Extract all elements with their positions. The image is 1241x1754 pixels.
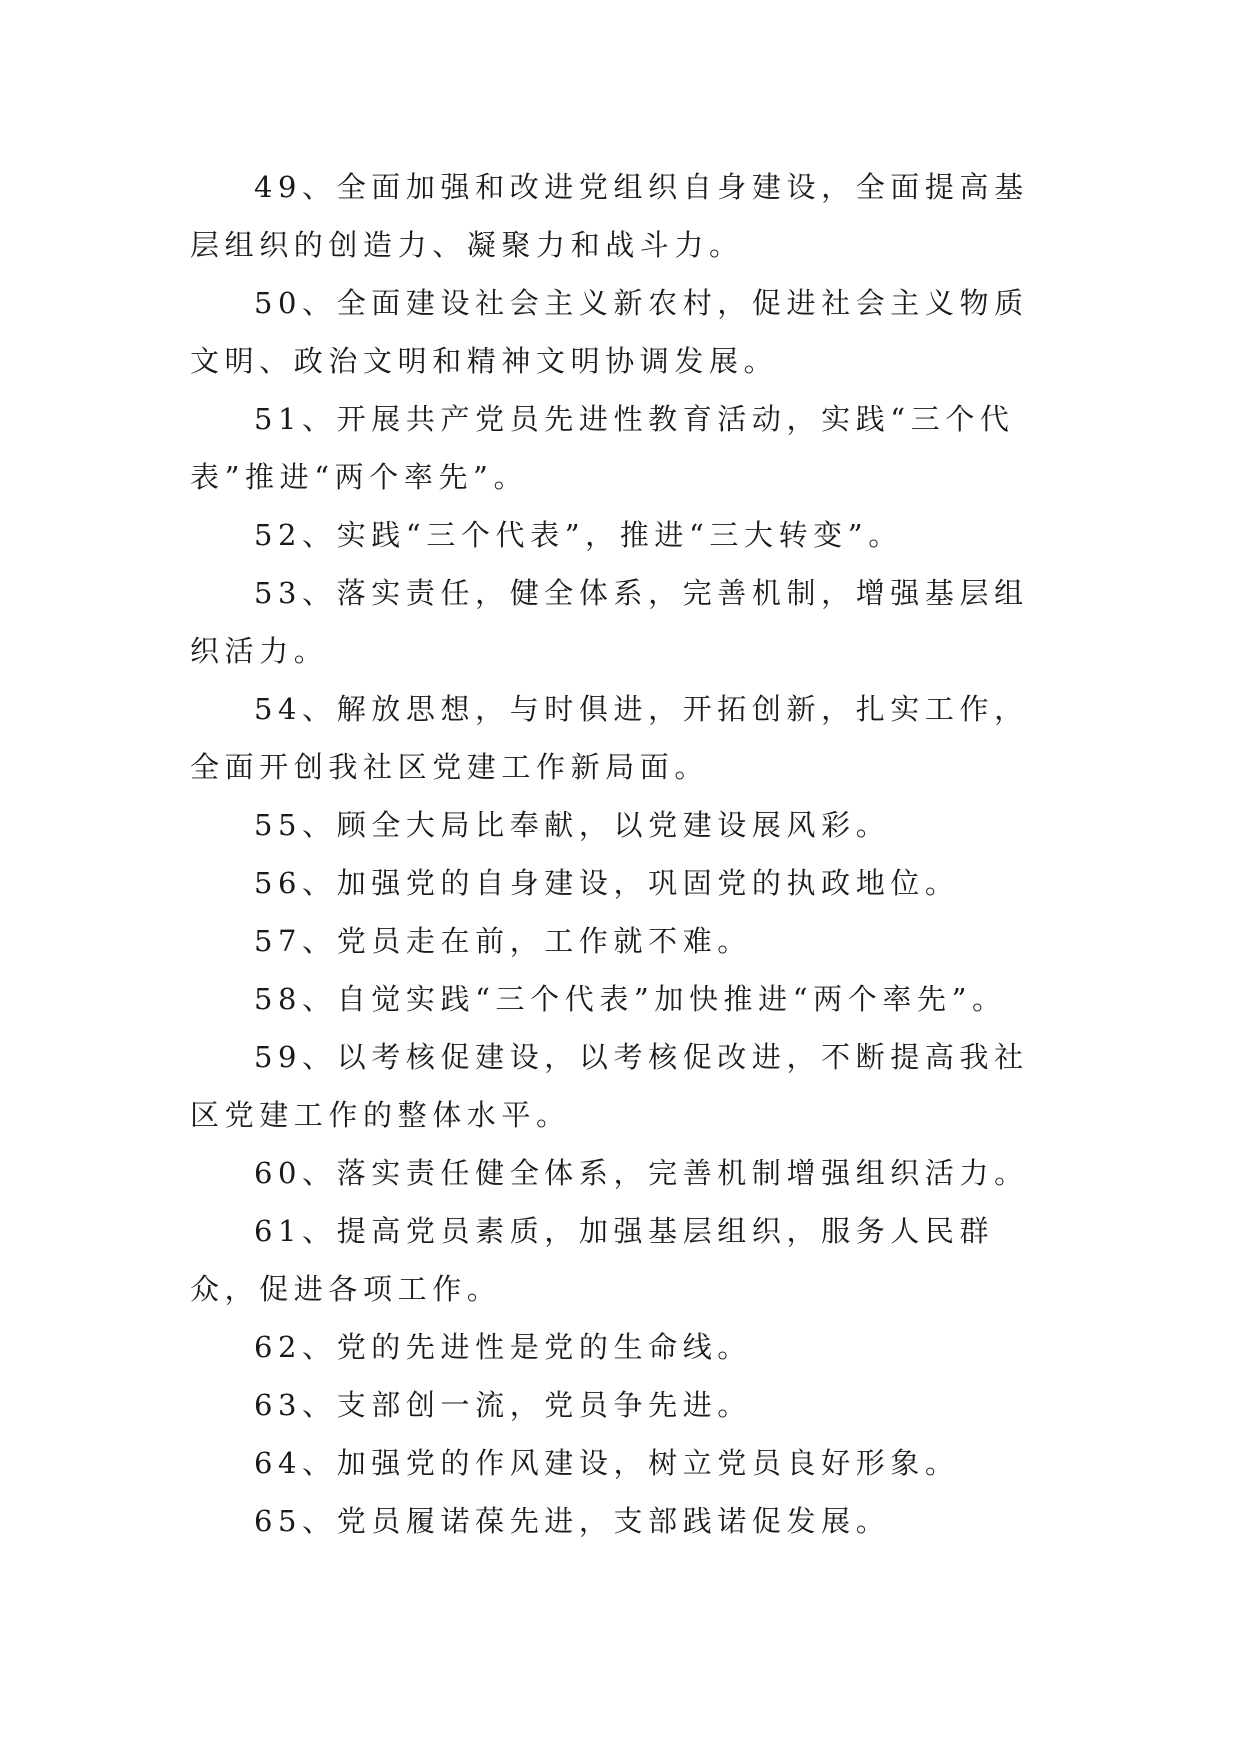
slogan-paragraph-50: 50、全面建设社会主义新农村，促进社会主义物质文明、政治文明和精神文明协调发展。 — [190, 286, 1029, 378]
slogan-paragraph-63: 63、支部创一流，党员争先进。 — [254, 1388, 752, 1422]
slogan-paragraph-57: 57、党员走在前，工作就不难。 — [254, 924, 752, 958]
slogan-paragraph-58: 58、自觉实践“三个代表”加快推进“两个率先”。 — [254, 982, 1007, 1016]
slogan-paragraph-61: 61、提高党员素质，加强基层组织，服务人民群众，促进各项工作。 — [190, 1214, 995, 1306]
slogan-paragraph-52: 52、实践“三个代表”，推进“三大转变”。 — [254, 518, 903, 552]
slogan-paragraph-65: 65、党员履诺葆先进，支部践诺促发展。 — [254, 1504, 891, 1538]
slogan-paragraph-53: 53、落实责任，健全体系，完善机制，增强基层组织活力。 — [190, 576, 1029, 668]
slogan-paragraph-49: 49、全面加强和改进党组织自身建设，全面提高基层组织的创造力、凝聚力和战斗力。 — [190, 170, 1029, 262]
slogan-paragraph-51: 51、开展共产党员先进性教育活动，实践“三个代表”推进“两个率先”。 — [190, 402, 1015, 494]
slogan-paragraph-60: 60、落实责任健全体系，完善机制增强组织活力。 — [254, 1156, 1029, 1190]
slogan-paragraph-64: 64、加强党的作风建设，树立党员良好形象。 — [254, 1446, 960, 1480]
slogan-paragraph-59: 59、以考核促建设，以考核促改进，不断提高我社区党建工作的整体水平。 — [190, 1040, 1029, 1132]
slogan-paragraph-55: 55、顾全大局比奉献，以党建设展风彩。 — [254, 808, 891, 842]
document-body — [190, 158, 1060, 1550]
slogan-paragraph-56: 56、加强党的自身建设，巩固党的执政地位。 — [254, 866, 960, 900]
slogan-paragraph-54: 54、解放思想，与时俱进，开拓创新，扎实工作，全面开创我社区党建工作新局面。 — [190, 692, 1029, 784]
slogan-paragraph-62: 62、党的先进性是党的生命线。 — [254, 1330, 752, 1364]
